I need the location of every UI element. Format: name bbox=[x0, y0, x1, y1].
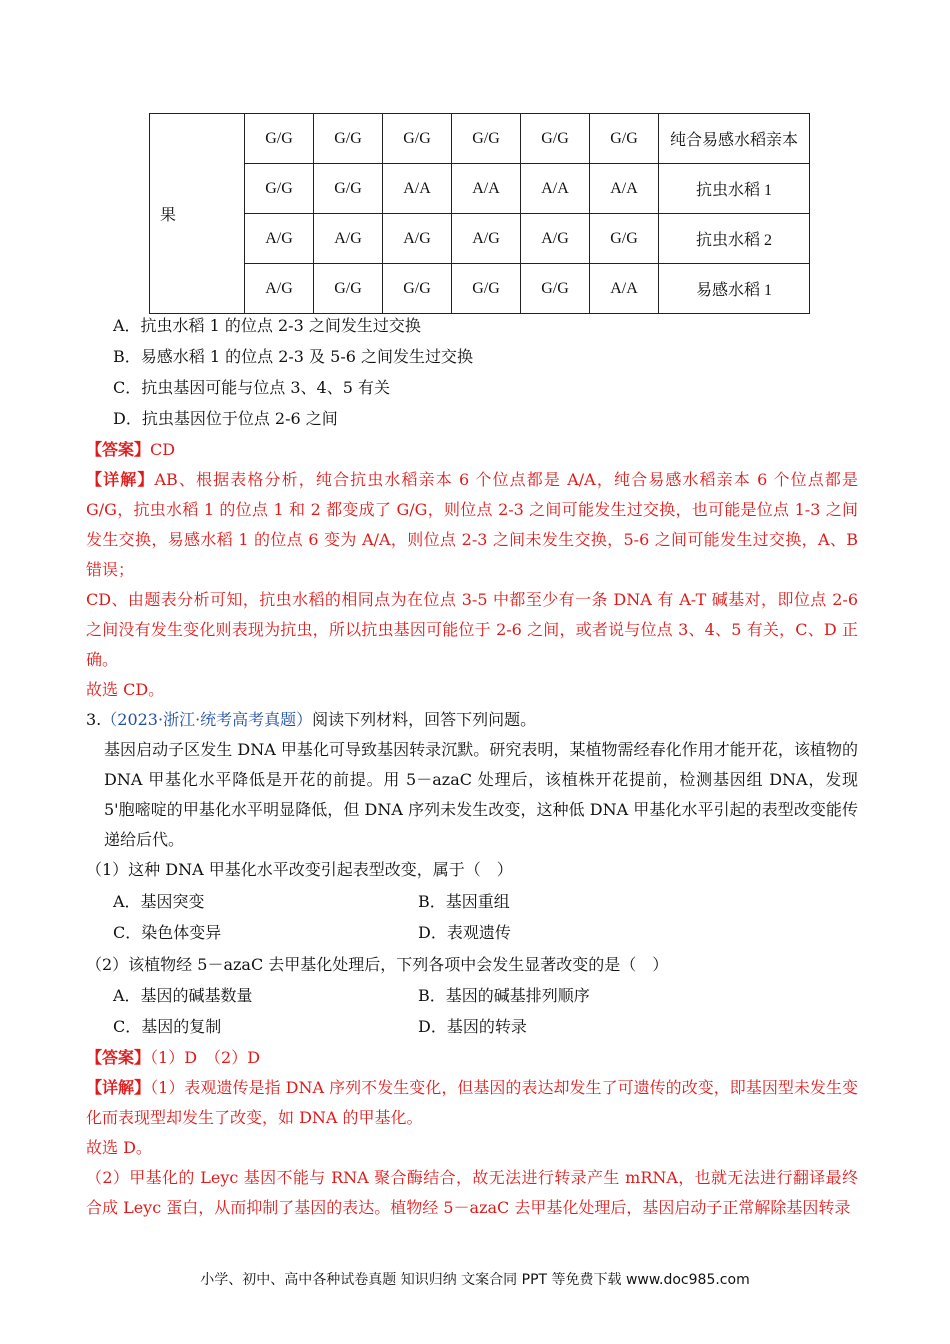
table-cell-name: 抗虫水稻 2 bbox=[659, 214, 810, 264]
genotype-table bbox=[149, 113, 810, 314]
table-cell: G/G bbox=[590, 114, 659, 164]
answer-label: 【答案】 bbox=[86, 440, 151, 459]
table-cell: A/G bbox=[314, 214, 383, 264]
detail-paragraph bbox=[86, 465, 858, 585]
option-a: A．基因的碱基数量 bbox=[113, 986, 253, 1005]
detail-label: 【详解】 bbox=[86, 470, 155, 489]
answer bbox=[86, 440, 175, 460]
table-cell: A/A bbox=[452, 164, 521, 214]
table-row bbox=[150, 214, 810, 264]
question-number: 3. bbox=[86, 710, 102, 729]
table-cell: G/G bbox=[521, 264, 590, 314]
option-b: B．易感水稻 1 的位点 2-3 及 5-6 之间发生过交换 bbox=[113, 347, 473, 366]
table-cell-name: 易感水稻 1 bbox=[659, 264, 810, 314]
sub-question-1: （1）这种 DNA 甲基化水平改变引起表型改变，属于（ ） bbox=[86, 860, 513, 879]
conclusion: 故选 D。 bbox=[86, 1138, 152, 1157]
table-cell: G/G bbox=[383, 264, 452, 314]
option-a: A．抗虫水稻 1 的位点 2-3 之间发生过交换 bbox=[113, 316, 421, 335]
option-a: A．基因突变 bbox=[113, 892, 205, 911]
material-paragraph: 基因启动子区发生 DNA 甲基化可导致基因转录沉默。研究表明，某植物需经春化作用才能开花，该植物的 DNA 甲基化水平降低是开花的前提。用 5－azaC 处理后，该植株开花提前，检测基因组 DNA，发现 5'胞嘧啶的甲基化水平明显降低，但 DNA 序列未发生改变，这种低 DNA 甲基化水平引起的表型改变能传递给后代。 bbox=[104, 740, 858, 849]
option-c: C．基因的复制 bbox=[113, 1017, 222, 1036]
detail-paragraph-2: （2）甲基化的 Leyc 基因不能与 RNA 聚合酶结合，故无法进行转录产生 mRNA，也就无法进行翻译最终合成 Leyc 蛋白，从而抑制了基因的表达。植物经 5－azaC 去甲基化处理后，基因启动子正常解除基因转录 bbox=[86, 1168, 858, 1217]
detail-paragraph-2: CD、由题表分析可知，抗虫水稻的相同点为在位点 3-5 中都至少有一条 DNA 有 A-T 碱基对，即位点 2-6 之间没有发生变化则表现为抗虫，所以抗虫基因可能位于 2-6 之间，或者说与位点 3、4、5 有关，C、D 正确。 bbox=[86, 590, 858, 669]
answer-value: CD bbox=[150, 440, 176, 459]
table-cell: G/G bbox=[383, 114, 452, 164]
option-d: D．表观遗传 bbox=[418, 923, 511, 942]
table-cell: A/A bbox=[590, 264, 659, 314]
detail-label: 【详解】 bbox=[86, 1078, 151, 1097]
table-cell: G/G bbox=[521, 114, 590, 164]
answer-label: 【答案】 bbox=[86, 1048, 151, 1067]
question-instruction: 阅读下列材料，回答下列问题。 bbox=[312, 710, 537, 729]
table-row bbox=[150, 114, 810, 164]
option-b: B．基因重组 bbox=[418, 892, 510, 911]
table-cell: G/G bbox=[245, 114, 314, 164]
table-cell: G/G bbox=[452, 114, 521, 164]
table-cell: G/G bbox=[314, 114, 383, 164]
table-cell: A/G bbox=[452, 214, 521, 264]
row-label: 果 bbox=[150, 114, 245, 314]
table-cell: G/G bbox=[452, 264, 521, 314]
table-cell: A/G bbox=[245, 264, 314, 314]
question-source: （2023·浙江·统考高考真题） bbox=[101, 710, 313, 729]
detail-text: （1）表观遗传是指 DNA 序列不发生变化，但基因的表达却发生了可遗传的改变，即基因型未发生变化而表现型却发生了改变，如 DNA 的甲基化。 bbox=[86, 1078, 858, 1127]
table-cell: G/G bbox=[245, 164, 314, 214]
table-cell: A/G bbox=[245, 214, 314, 264]
option-d: D．基因的转录 bbox=[418, 1017, 527, 1036]
option-c: C．染色体变异 bbox=[113, 923, 222, 942]
page-footer: 小学、初中、高中各种试卷真题 知识归纳 文案合同 PPT 等免费下载 www.doc985.com bbox=[200, 1272, 750, 1288]
detail-text: AB、根据表格分析，纯合抗虫水稻亲本 6 个位点都是 A/A，纯合易感水稻亲本 6 个位点都是 G/G，抗虫水稻 1 的位点 1 和 2 都变成了 G/G，则位点 2-3 之间可能发生过交换，也可能是位点 1-3 之间发生交换，易感水稻 1 的位点 6 变为 A/A，则位点 2-3 之间未发生交换，5-6 之间可能发生过交换，A、B 错误； bbox=[86, 470, 858, 579]
table-row bbox=[150, 164, 810, 214]
table-cell: A/A bbox=[383, 164, 452, 214]
table-cell: A/G bbox=[383, 214, 452, 264]
table-cell: G/G bbox=[314, 264, 383, 314]
table-cell: A/A bbox=[521, 164, 590, 214]
table-cell: G/G bbox=[314, 164, 383, 214]
detail-paragraph bbox=[86, 1073, 858, 1133]
conclusion: 故选 CD。 bbox=[86, 680, 165, 699]
option-c: C．抗虫基因可能与位点 3、4、5 有关 bbox=[113, 378, 390, 397]
table-cell-name: 抗虫水稻 1 bbox=[659, 164, 810, 214]
table-row bbox=[150, 264, 810, 314]
option-b: B．基因的碱基排列顺序 bbox=[418, 986, 590, 1005]
sub-question-2: （2）该植物经 5－azaC 去甲基化处理后，下列各项中会发生显著改变的是（ ） bbox=[86, 955, 669, 974]
table-cell: A/G bbox=[521, 214, 590, 264]
table-cell: G/G bbox=[590, 214, 659, 264]
question-header bbox=[86, 710, 536, 730]
table-cell-name: 纯合易感水稻亲本 bbox=[659, 114, 810, 164]
option-d: D．抗虫基因位于位点 2-6 之间 bbox=[113, 409, 338, 428]
table-cell: A/A bbox=[590, 164, 659, 214]
answer-value: （1）D （2）D bbox=[150, 1048, 261, 1067]
answer bbox=[86, 1048, 260, 1068]
